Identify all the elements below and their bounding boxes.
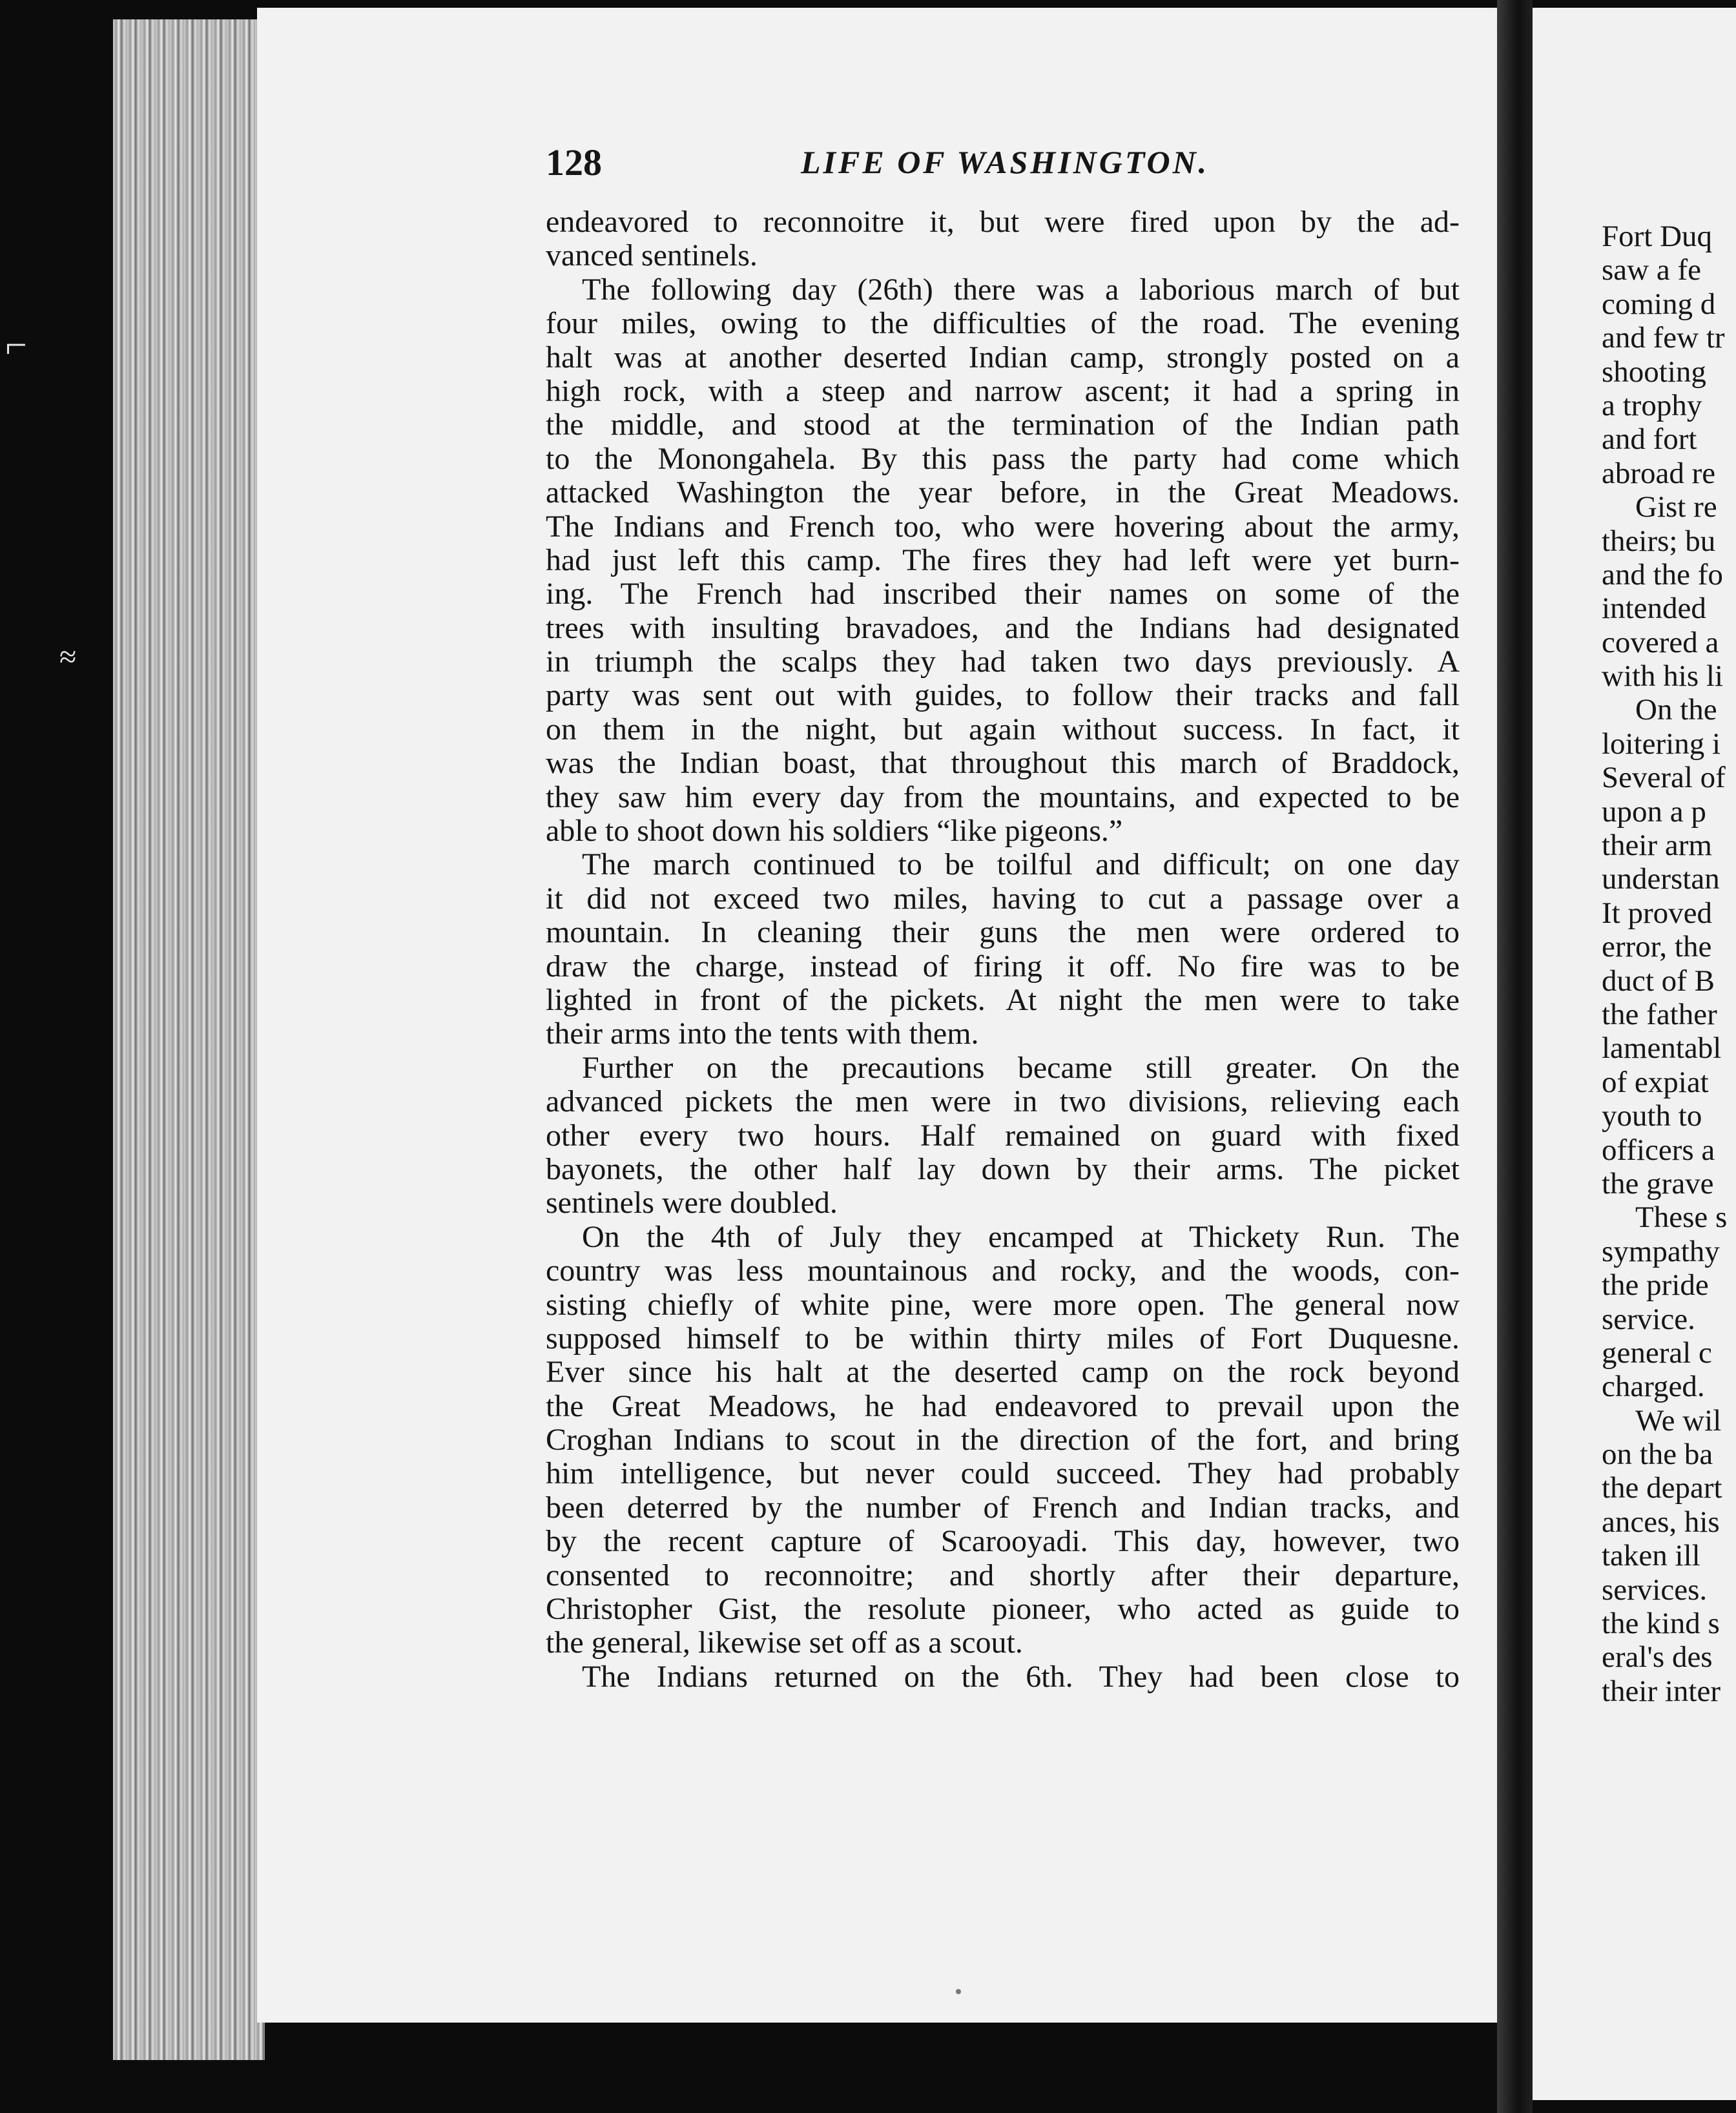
text-line: shooting	[1602, 355, 1706, 389]
text-line: On the	[1635, 693, 1717, 727]
text-line: upon a p	[1602, 794, 1706, 829]
left-page-text	[546, 205, 1460, 1694]
text-line: and fort	[1602, 422, 1697, 457]
text-line: the father	[1602, 997, 1717, 1031]
text-line: youth to	[1602, 1099, 1702, 1133]
text-line: Christopher Gist, the resolute pioneer, who acted as guide to	[546, 1592, 1460, 1627]
text-line: the pride	[1602, 1268, 1709, 1303]
text-line: by the recent capture of Scarooyadi. This day, however, two	[546, 1525, 1460, 1559]
text-line: theirs; bu	[1602, 524, 1716, 558]
text-line: the middle, and stood at the termination of the Indian path	[546, 408, 1460, 442]
book-spine-edge	[113, 19, 265, 2060]
text-line: Fort Duq	[1602, 220, 1713, 253]
text-line: ances, his	[1602, 1505, 1720, 1539]
text-line: saw a fe	[1602, 253, 1701, 287]
text-line: on them in the night, but again without success. In fact, it	[546, 712, 1460, 747]
text-line: country was less mountainous and rocky, and the woods, con-	[546, 1254, 1460, 1288]
text-line: on the ba	[1602, 1438, 1713, 1472]
text-line: general c	[1602, 1335, 1712, 1370]
text-line: understan	[1602, 862, 1720, 896]
text-line: Gist re	[1635, 490, 1717, 524]
text-line: halt was at another deserted Indian camp, strongly posted on a	[546, 340, 1460, 375]
page-header	[546, 141, 1482, 192]
page-speck	[956, 1989, 961, 1994]
text-line: they saw him every day from the mountains, and expected to be	[546, 780, 1460, 814]
text-line: intended	[1602, 592, 1706, 626]
text-line: Croghan Indians to scout in the direction of the fort, and bring	[546, 1423, 1460, 1458]
text-line: sisting chiefly of white pine, were more open. The general now	[546, 1288, 1460, 1322]
text-line: Further on the precautions became still greater. On the	[582, 1051, 1460, 1085]
right-page-text-fragment	[1602, 220, 1736, 1708]
text-line: charged.	[1602, 1370, 1705, 1404]
text-line: error, the	[1602, 930, 1712, 964]
text-line: with his li	[1602, 659, 1724, 694]
text-line: eral's des	[1602, 1640, 1713, 1675]
text-line: lamentabl	[1602, 1031, 1722, 1066]
text-line: On the 4th of July they encamped at Thickety Run. The	[582, 1220, 1460, 1254]
text-line: supposed himself to be within thirty miles of Fort Duquesne.	[546, 1321, 1460, 1355]
text-line: the Great Meadows, he had endeavored to prevail upon the	[546, 1389, 1460, 1423]
text-line: The march continued to be toilful and difficult; on one day	[582, 848, 1460, 882]
text-line: taken ill	[1602, 1539, 1700, 1573]
text-line: sentinels were doubled.	[546, 1186, 838, 1221]
text-line: The Indians and French too, who were hovering about the army,	[546, 510, 1460, 544]
text-line: the grave	[1602, 1166, 1714, 1201]
text-line: a trophy	[1602, 388, 1702, 422]
text-line: other every two hours. Half remained on guard with fixed	[546, 1118, 1460, 1153]
text-line: services.	[1602, 1572, 1708, 1607]
text-line: It proved	[1602, 896, 1712, 930]
text-line: and few tr	[1602, 321, 1725, 355]
text-line: We wil	[1635, 1403, 1722, 1438]
text-line: The Indians returned on the 6th. They had been close to	[582, 1660, 1460, 1694]
text-line: him intelligence, but never could succeed. They had probably	[546, 1457, 1460, 1491]
text-line: abroad re	[1602, 456, 1716, 490]
text-line: service.	[1602, 1302, 1695, 1336]
text-line: party was sent out with guides, to follow their tracks and fall	[546, 679, 1460, 713]
text-line: These s	[1635, 1201, 1728, 1235]
text-line: the depart	[1602, 1471, 1722, 1505]
scan-edge-mark: ⌐	[5, 324, 27, 366]
text-line: trees with insulting bravadoes, and the Indians had designated	[546, 611, 1460, 645]
text-line: attacked Washington the year before, in the Great Meadows.	[546, 476, 1460, 510]
text-line: their inter	[1602, 1674, 1721, 1708]
text-line: it did not exceed two miles, having to cut a passage over a	[546, 881, 1460, 916]
text-line: had just left this camp. The fires they had left were yet burn-	[546, 543, 1460, 577]
text-line: been deterred by the number of French and Indian tracks, and	[546, 1490, 1460, 1525]
page-number: 128	[546, 141, 602, 183]
text-line: ing. The French had inscribed their names on some of the	[546, 577, 1460, 612]
text-line: The following day (26th) there was a laborious march of but	[582, 273, 1460, 307]
text-line: loitering i	[1602, 727, 1721, 761]
text-line: covered a	[1602, 625, 1719, 659]
text-line: Several of	[1602, 761, 1726, 795]
text-line: able to shoot down his soldiers “like pigeons.”	[546, 814, 1123, 849]
text-line: and the fo	[1602, 557, 1723, 592]
text-line: mountain. In cleaning their guns the men were ordered to	[546, 916, 1460, 950]
text-line: four miles, owing to the difficulties of the road. The evening	[546, 307, 1460, 341]
text-line: was the Indian boast, that throughout this march of Braddock,	[546, 747, 1460, 781]
text-line: coming d	[1602, 287, 1716, 321]
text-line: advanced pickets the men were in two divisions, relieving each	[546, 1085, 1460, 1119]
text-line: the kind s	[1602, 1607, 1720, 1641]
text-line: duct of B	[1602, 964, 1715, 998]
text-line: lighted in front of the pickets. At night the men were to take	[546, 983, 1460, 1017]
text-line: bayonets, the other half lay down by their arms. The picket	[546, 1152, 1460, 1186]
text-line: high rock, with a steep and narrow ascent; it had a spring in	[546, 374, 1460, 408]
text-line: their arm	[1602, 829, 1712, 863]
text-line: vanced sentinels.	[546, 239, 758, 273]
text-line: their arms into the tents with them.	[546, 1017, 979, 1051]
text-line: consented to reconnoitre; and shortly after their departure,	[546, 1558, 1460, 1592]
text-line: draw the charge, instead of firing it off. No fire was to be	[546, 949, 1460, 984]
text-line: of expiat	[1602, 1065, 1709, 1099]
text-line: Ever since his halt at the deserted camp on the rock beyond	[546, 1355, 1460, 1390]
text-line: to the Monongahela. By this pass the party had come which	[546, 442, 1460, 476]
text-line: officers a	[1602, 1133, 1715, 1167]
text-line: in triumph the scalps they had taken two days previously. A	[546, 645, 1460, 679]
text-line: the general, likewise set off as a scout.	[546, 1626, 1023, 1660]
scan-edge-mark: ≈	[59, 640, 77, 674]
text-line: endeavored to reconnoitre it, but were fired upon by the ad-	[546, 205, 1460, 239]
running-title: LIFE OF WASHINGTON.	[801, 144, 1210, 180]
text-line: sympathy	[1602, 1234, 1720, 1268]
book-gutter	[1497, 0, 1533, 2113]
